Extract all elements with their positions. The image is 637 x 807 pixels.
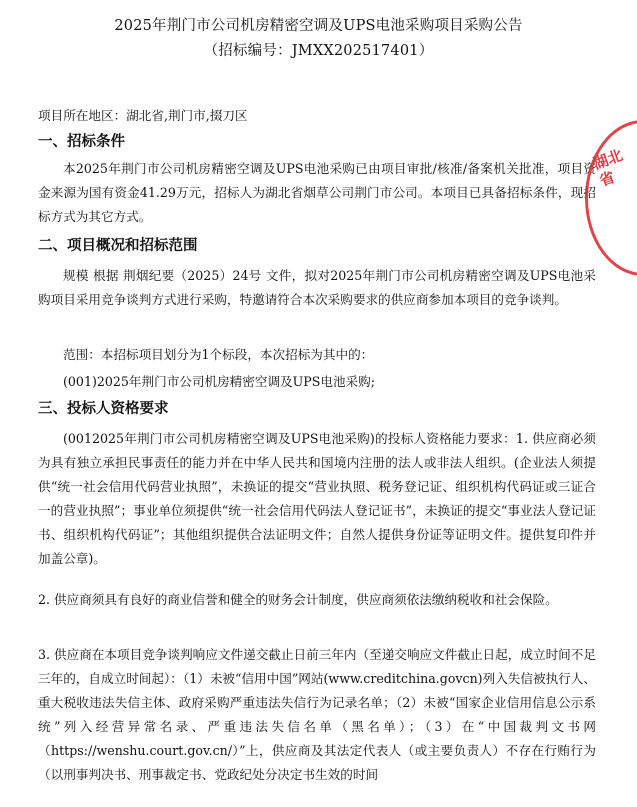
section-3-paragraph-1: (0012025年荆门市公司机房精密空调及UPS电池采购)的投标人资格能力要求：1. 供应商必须为具有独立承担民事责任的能力并在中华人民共和国境内注册的法人或非法人组织。(企业法人须提供“统一社会信用代码营业执照”，未换证的提交“营业执照、税务登记证、组织机构代码证或三证合一的营业执照”；事业单位须提供“统一社会信用代码法人登记证书”，未换证的提交“事业法人登记证书、组织机构代码证”；其他组织提供合法证明文件；自然人提供身份证等证明文件。提供复印件并加盖公章)。 bbox=[38, 431, 596, 566]
project-region: 项目所在地区：湖北省,荆门市,掇刀区 bbox=[38, 108, 248, 123]
section-2-heading: 二、项目概况和招标范围 bbox=[38, 238, 198, 254]
section-3-paragraph-2: 2. 供应商须具有良好的商业信誉和健全的财务会计制度，供应商须依法缴纳税收和社会保险。 bbox=[38, 592, 558, 607]
seal-text: 湖北省 bbox=[590, 145, 626, 191]
section-2-paragraph-1: 规模 根据 荆烟纪要（2025）24号 文件，拟对2025年荆门市公司机房精密空调及UPS电池采购项目采用竞争谈判方式进行采购，特邀请符合本次采购要求的供应商参加本项目的竞争谈判。 bbox=[38, 268, 596, 307]
tender-number: （招标编号：JMXX202517401） bbox=[203, 43, 434, 59]
section-3-heading: 三、投标人资格要求 bbox=[38, 401, 169, 417]
section-2-paragraph-2: 范围：本招标项目划分为1个标段，本次招标为其中的： bbox=[63, 347, 374, 362]
section-1-heading: 一、招标条件 bbox=[38, 134, 125, 150]
doc-title: 2025年荆门市公司机房精密空调及UPS电池采购项目采购公告 bbox=[114, 18, 523, 34]
section-3-paragraph-3: 3. 供应商在本项目竞争谈判响应文件递交截止日前三年内（至递交响应文件截止日起，成立时间不足三年的，自成立时间起）：（1）未被“信用中国”网站(www.creditchina.govcn)列入失信被执行人、重大税收违法失信主体、政府采购严重违法失信行为记录名单；（2）未被“国家企业信用信息公示系统”列入经营异常名录、严重违法失信名单（黑名单）；（3）在“中国裁判文书网（https://wenshu.court.gov.cn/）”上，供应商及其法定代表人（或主要负责人）不存在行贿行为（以刑事判决书、刑事裁定书、党政纪处分决定书生效的时间 bbox=[38, 647, 596, 782]
section-1-paragraph: 本2025年荆门市公司机房精密空调及UPS电池采购已由项目审批/核准/备案机关批准，项目资金来源为国有资金41.29万元，招标人为湖北省烟草公司荆门市公司。本项目已具备招标条件，现招标方式为其它方式。 bbox=[38, 161, 596, 224]
section-2-paragraph-3: (001)2025年荆门市公司机房精密空调及UPS电池采购; bbox=[63, 374, 375, 389]
